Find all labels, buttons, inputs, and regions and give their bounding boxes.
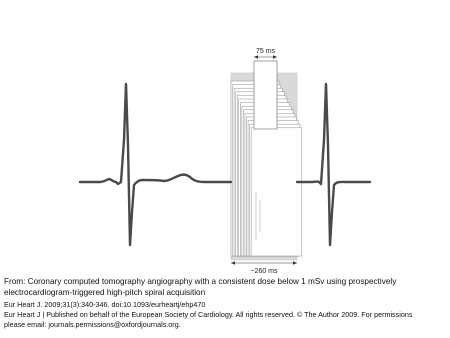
- caption-citation: Eur Heart J. 2009;31(3):340-346. doi:10.1093/eurheartj/ehp470: [4, 300, 206, 309]
- caption-title-continued: electrocardiogram-triggered high-pitch spiral acquisition: [4, 288, 206, 297]
- caption-permissions: please email: journals.permissions@oxfordjournals.org.: [4, 320, 181, 329]
- acquisition-duration-label: ~260 ms: [250, 268, 278, 275]
- acquisition-arrow-right: [293, 261, 297, 264]
- data-window-75ms: [254, 61, 277, 129]
- acquisition-arrow-left: [231, 261, 235, 264]
- spiral-slice-outline: [251, 128, 302, 256]
- window-arrow-right: [273, 55, 277, 58]
- caption-title: From: Coronary computed tomography angiography with a consistent dose below 1 mSv using prospectively: [4, 277, 397, 286]
- caption-publisher: Eur Heart J | Published on behalf of the European Society of Cardiology. All rights reserved. © The Author 2009. For permissions: [4, 310, 413, 319]
- ecg-trace-right: [297, 84, 370, 245]
- ecg-trace: [80, 84, 231, 245]
- window-duration-label: 75 ms: [255, 48, 276, 55]
- window-arrow-left: [254, 55, 258, 58]
